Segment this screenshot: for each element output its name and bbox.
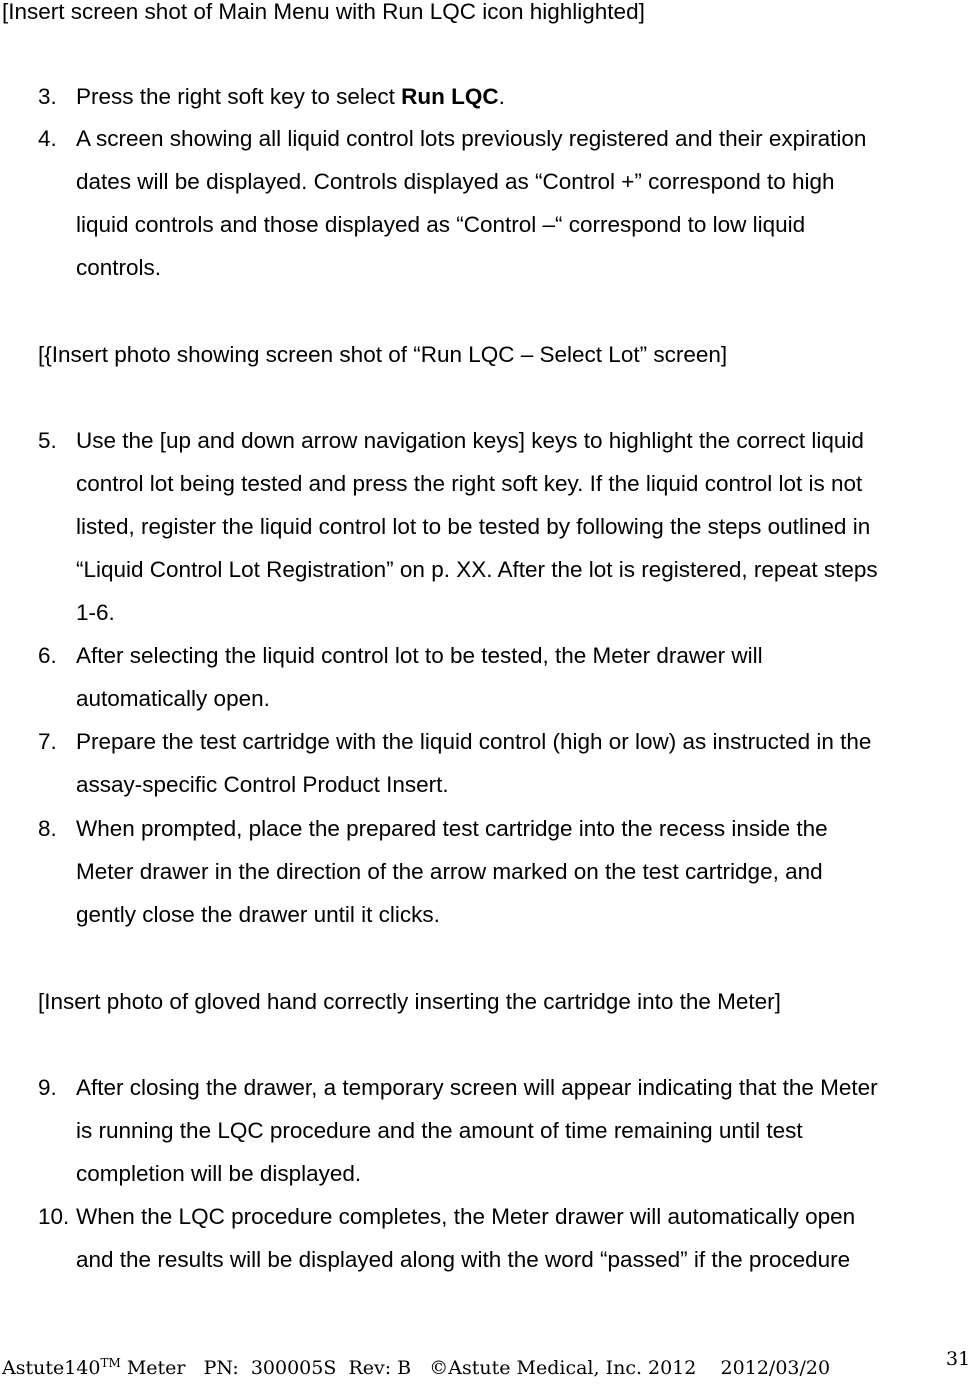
step-5-line-3: listed, register the liquid control lot to be tested by following the steps outlined in — [76, 514, 871, 539]
step-7-number: 7. — [38, 729, 57, 754]
placeholder-select-lot-screenshot: [{Insert photo showing screen shot of “Run LQC – Select Lot” screen] — [38, 342, 728, 367]
step-4-number: 4. — [38, 126, 57, 151]
run-lqc-label: Run LQC — [401, 84, 499, 109]
step-6-number: 6. — [38, 643, 57, 668]
footer-trademark: TM — [100, 1356, 121, 1370]
step-5-line-4: “Liquid Control Lot Registration” on p. XX. After the lot is registered, repeat steps — [76, 557, 878, 582]
footer-details: Meter PN: 300005S Rev: B ©Astute Medical, Inc. 2012 2012/03/20 — [120, 1357, 831, 1379]
step-7-line-2: assay-specific Control Product Insert. — [76, 772, 449, 797]
step-4-line-2: dates will be displayed. Controls displayed as “Control +” correspond to high — [76, 169, 835, 194]
step-5-line-1: Use the [up and down arrow navigation keys] keys to highlight the correct liquid — [76, 428, 864, 453]
step-8-line-3: gently close the drawer until it clicks. — [76, 902, 440, 927]
step-4-line-4: controls. — [76, 255, 162, 280]
step-10-number: 10. — [38, 1204, 70, 1229]
step-8-number: 8. — [38, 816, 57, 841]
page-footer — [2, 1350, 830, 1381]
step-4-line-1: A screen showing all liquid control lots previously registered and their expiration — [76, 126, 867, 151]
placeholder-gloved-hand-photo: [Insert photo of gloved hand correctly inserting the cartridge into the Meter] — [38, 989, 781, 1014]
step-3-number: 3. — [38, 84, 57, 109]
step-7-line-1: Prepare the test cartridge with the liquid control (high or low) as instructed in the — [76, 729, 872, 754]
placeholder-main-menu-screenshot: [Insert screen shot of Main Menu with Run LQC icon highlighted] — [2, 0, 645, 24]
step-9-line-3: completion will be displayed. — [76, 1161, 362, 1186]
step-10-line-1: When the LQC procedure completes, the Meter drawer will automatically open — [76, 1204, 856, 1229]
step-5-line-2: control lot being tested and press the right soft key. If the liquid control lot is not — [76, 471, 863, 496]
step-10-line-2: and the results will be displayed along with the word “passed” if the procedure — [76, 1247, 851, 1272]
step-8-line-1: When prompted, place the prepared test cartridge into the recess inside the — [76, 816, 828, 841]
step-9-line-1: After closing the drawer, a temporary screen will appear indicating that the Meter — [76, 1075, 878, 1100]
step-3-text-pre: Press the right soft key to select — [76, 84, 402, 109]
step-6-line-2: automatically open. — [76, 686, 270, 711]
step-9-number: 9. — [38, 1075, 57, 1100]
step-3-text — [76, 82, 505, 112]
step-9-line-2: is running the LQC procedure and the amount of time remaining until test — [76, 1118, 803, 1143]
footer-product: Astute140 — [2, 1357, 101, 1379]
step-4-line-3: liquid controls and those displayed as “Control –“ correspond to low liquid — [76, 212, 806, 237]
step-5-line-5: 1-6. — [76, 600, 115, 625]
step-3-text-post: . — [498, 84, 505, 109]
page-number: 31 — [946, 1348, 971, 1370]
step-6-line-1: After selecting the liquid control lot to be tested, the Meter drawer will — [76, 643, 763, 668]
step-8-line-2: Meter drawer in the direction of the arrow marked on the test cartridge, and — [76, 859, 823, 884]
step-5-number: 5. — [38, 428, 57, 453]
